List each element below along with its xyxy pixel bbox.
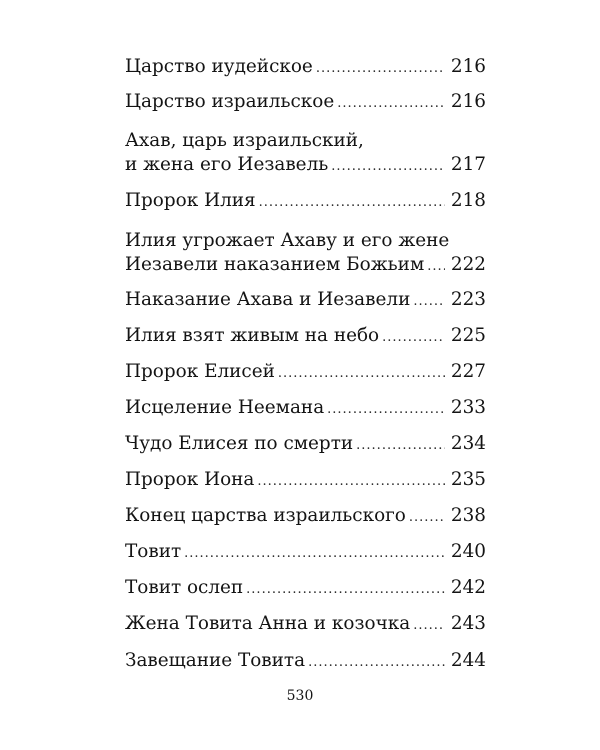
toc-entry-title: Пророк Елисей	[125, 361, 275, 382]
toc-entry	[125, 468, 486, 494]
toc-entry-title: Илия взят живым на небо	[125, 325, 380, 346]
toc-entry-title: Завещание Товита	[125, 650, 306, 671]
toc-entry	[125, 649, 486, 675]
toc-entry-page: 217	[450, 154, 486, 175]
toc-entry	[125, 504, 486, 530]
toc-entry-title-continued: и жена его Иезавель	[125, 154, 329, 175]
toc-entry	[125, 189, 486, 215]
toc-entry-page: 240	[450, 541, 486, 562]
toc-entry-page: 233	[450, 397, 486, 418]
dot-leader	[356, 434, 445, 458]
toc-entry-title: Исцеление Неемана	[125, 397, 325, 418]
dot-leader	[331, 155, 445, 179]
dot-leader	[413, 614, 445, 638]
dot-leader	[337, 92, 445, 116]
toc-entry-title: Царство иудейское	[125, 56, 313, 77]
toc-entry-page: 243	[450, 613, 486, 634]
toc-entry	[125, 432, 486, 458]
toc-entry	[125, 576, 486, 602]
dot-leader	[257, 470, 444, 494]
toc-entry-page: 223	[450, 289, 486, 310]
toc-entry-title: Ахав, царь израильский,	[125, 130, 364, 151]
toc-entry	[125, 360, 486, 386]
toc-entry	[125, 324, 486, 350]
toc-entry-title: Жена Товита Анна и козочка	[125, 613, 411, 634]
toc-entry-title: Пророк Илия	[125, 190, 256, 211]
dot-leader	[316, 57, 445, 81]
toc-entry-title: Чудо Елисея по смерти	[125, 433, 354, 454]
toc-entry-title: Пророк Иона	[125, 469, 255, 490]
toc-entry-page: 216	[450, 56, 486, 77]
dot-leader	[327, 398, 445, 422]
toc-entry	[125, 229, 486, 279]
dot-leader	[278, 362, 445, 386]
dot-leader	[427, 255, 445, 279]
dot-leader	[409, 506, 445, 530]
dot-leader	[259, 191, 445, 215]
toc-entry	[125, 540, 486, 566]
toc-entry-page: 244	[450, 650, 486, 671]
dot-leader	[308, 651, 445, 675]
toc-entry-page: 222	[450, 254, 486, 275]
toc-entry	[125, 288, 486, 314]
dot-leader	[184, 542, 445, 566]
toc-entry-page: 216	[450, 91, 486, 112]
toc-entry-title: Наказание Ахава и Иезавели	[125, 289, 411, 310]
toc-entry	[125, 55, 486, 81]
toc-entry	[125, 396, 486, 422]
toc-entry-page: 225	[450, 325, 486, 346]
toc-entry-page: 235	[450, 469, 486, 490]
toc-entry-page: 242	[450, 577, 486, 598]
toc-entry-title-continued: Иезавели наказанием Божьим	[125, 254, 425, 275]
toc-entry	[125, 129, 486, 179]
toc-entry-title: Царство израильское	[125, 91, 335, 112]
dot-leader	[382, 326, 445, 350]
toc-entry-page: 234	[450, 433, 486, 454]
toc-entry	[125, 612, 486, 638]
page-number: 530	[286, 688, 314, 704]
toc-entry	[125, 90, 486, 116]
toc-entry-page: 218	[450, 190, 486, 211]
dot-leader	[246, 578, 445, 602]
toc-entry-title: Илия угрожает Ахаву и его жене	[125, 230, 450, 251]
toc-entry-page: 238	[450, 505, 486, 526]
toc-entry-page: 227	[450, 361, 486, 382]
dot-leader	[413, 290, 445, 314]
toc-entry-title: Товит ослеп	[125, 577, 244, 598]
toc-entry-title: Товит	[125, 541, 182, 562]
toc-entry-title: Конец царства израильского	[125, 505, 406, 526]
